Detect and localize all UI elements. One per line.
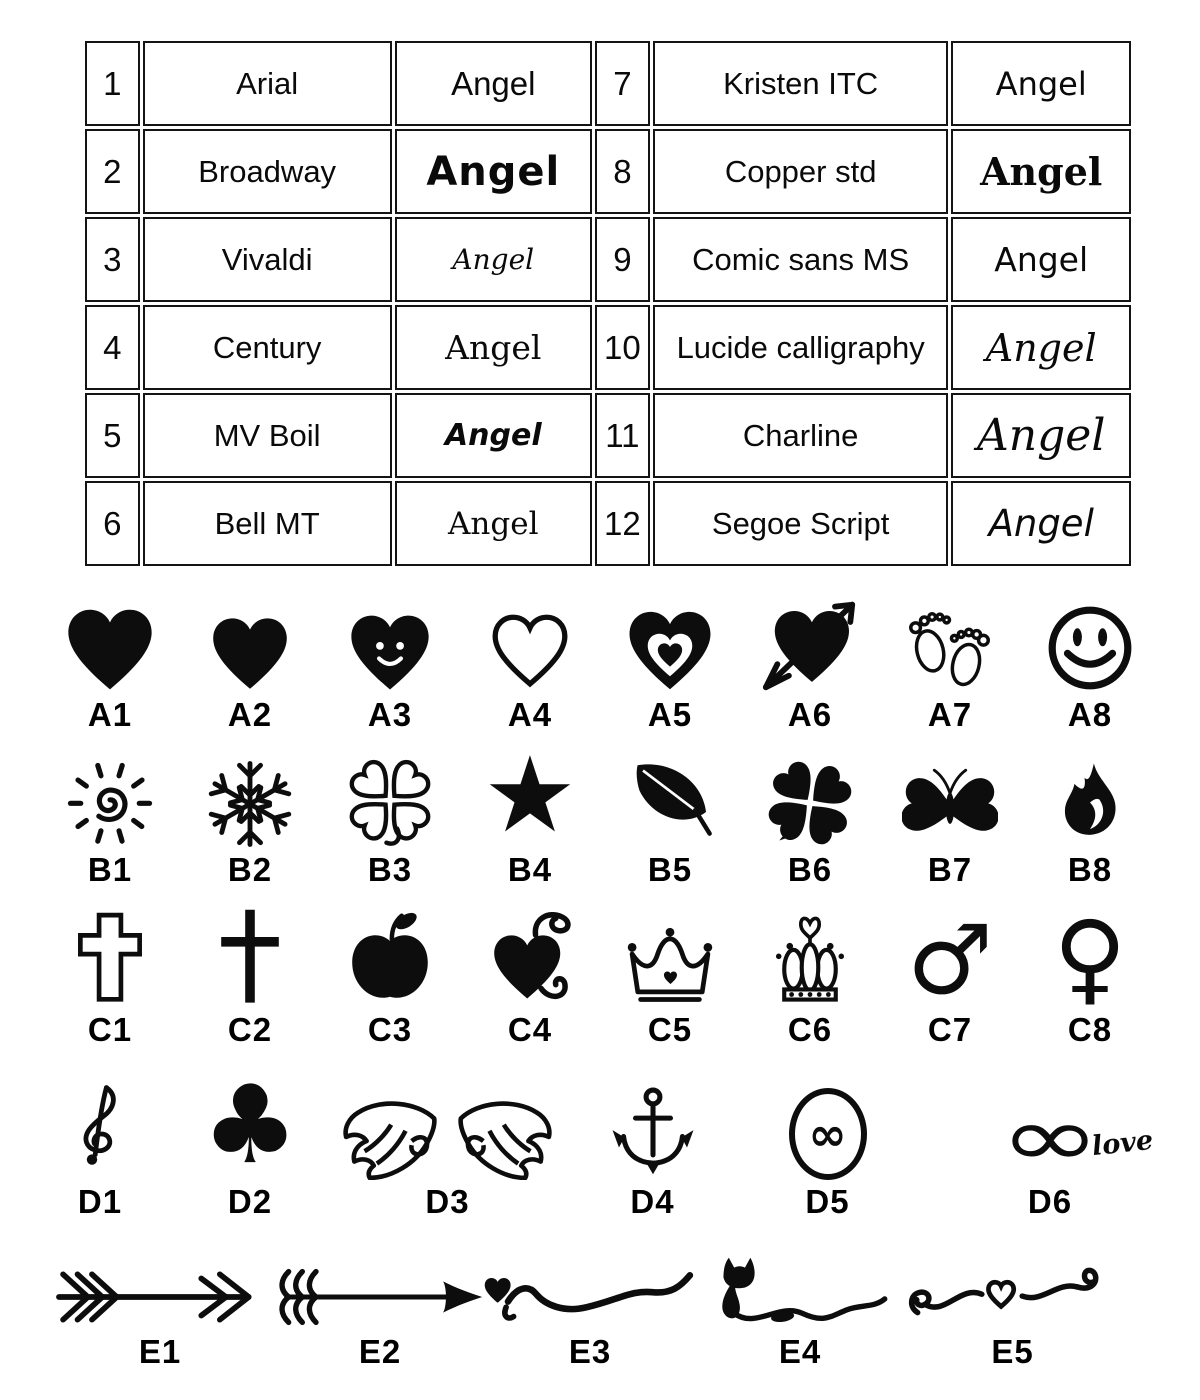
- swirl-heart-flourish-icon: [903, 1264, 1123, 1330]
- symbol-code: A6: [787, 696, 833, 733]
- symbol-option: [1020, 754, 1160, 889]
- font-sample: Angel: [395, 393, 592, 478]
- snowflake-icon: [206, 760, 294, 848]
- infinity-love-icon: ∞ love: [999, 1088, 1155, 1186]
- font-row-2-8: [85, 129, 1131, 214]
- symbol-code: E4: [778, 1333, 822, 1370]
- smiley-face-icon: [1045, 603, 1135, 693]
- font-row-5-11: [85, 393, 1131, 478]
- symbol-code: D2: [227, 1183, 273, 1220]
- font-sample-table: [82, 38, 1134, 569]
- font-row-3-9: [85, 217, 1131, 302]
- symbol-option: [740, 597, 880, 734]
- symbol-option: [915, 1088, 1185, 1221]
- symbol-row-a: [0, 582, 1200, 734]
- font-number: 12: [595, 481, 650, 566]
- symbol-option: [40, 908, 180, 1049]
- infinity-oval-icon: ∞: [789, 1088, 867, 1180]
- cat-flourish-icon: [693, 1250, 908, 1330]
- font-number: 11: [595, 393, 650, 478]
- symbol-code: B7: [927, 851, 973, 888]
- symbol-option: [40, 762, 180, 889]
- symbol-code: A4: [507, 696, 553, 733]
- font-name: Arial: [143, 41, 392, 126]
- symbol-code: A1: [87, 696, 133, 733]
- font-name: Charline: [653, 393, 949, 478]
- heart-solid-icon: [64, 607, 156, 693]
- symbol-option: [740, 1088, 915, 1221]
- font-name: Comic sans MS: [653, 217, 949, 302]
- font-row-1-7: [85, 41, 1131, 126]
- symbol-row-e: [0, 1221, 1200, 1371]
- apple-heart-swirl-icon: [484, 908, 576, 1008]
- star-solid-icon: ★: [482, 734, 578, 856]
- heart-outline-icon: [487, 609, 573, 693]
- male-sign-icon: ♂: [906, 904, 994, 1016]
- symbol-code: C1: [87, 1011, 133, 1048]
- font-sample: Angel: [395, 481, 592, 566]
- font-row-4-10: [85, 305, 1131, 390]
- symbol-code: E2: [358, 1333, 402, 1370]
- anchor-icon: [607, 1082, 699, 1180]
- symbol-option: [880, 904, 1020, 1049]
- symbol-code: C6: [787, 1011, 833, 1048]
- symbol-row-d: [0, 1049, 1200, 1221]
- arrow-chevron-icon: [45, 1264, 275, 1330]
- symbol-grid: [0, 582, 1200, 1371]
- symbol-code: B2: [227, 851, 273, 888]
- female-sign-icon: ♀: [1053, 899, 1127, 1016]
- crown-royal-icon: [764, 912, 856, 1008]
- font-name: Lucide calligraphy: [653, 305, 949, 390]
- heart-smiley-icon: [348, 613, 432, 693]
- font-name: Kristen ITC: [653, 41, 949, 126]
- symbol-code: C8: [1067, 1011, 1113, 1048]
- heart-flourish-icon: [478, 1260, 703, 1330]
- font-number: 6: [85, 481, 140, 566]
- symbol-code: B5: [647, 851, 693, 888]
- clover-solid-icon: [765, 758, 855, 848]
- symbol-code: C4: [507, 1011, 553, 1048]
- club-icon: ♣: [201, 1063, 299, 1188]
- leaf-icon: [623, 758, 717, 848]
- symbol-option: [30, 1072, 170, 1221]
- symbol-code: E5: [991, 1333, 1034, 1370]
- symbol-option: [180, 615, 320, 734]
- symbol-option: [320, 756, 460, 889]
- symbol-code: D3: [425, 1183, 470, 1220]
- symbol-option: [180, 906, 320, 1049]
- love-script-text: love: [1090, 1124, 1155, 1163]
- symbol-option: [880, 760, 1020, 889]
- symbol-code: D6: [1027, 1183, 1073, 1220]
- symbol-option: [40, 607, 180, 734]
- symbol-option: [600, 758, 740, 889]
- treble-clef-icon: [60, 1072, 140, 1180]
- font-sample: Angel: [951, 41, 1131, 126]
- font-name: Segoe Script: [653, 481, 949, 566]
- font-number: 5: [85, 393, 140, 478]
- font-number: 3: [85, 217, 140, 302]
- symbol-option: [320, 613, 460, 734]
- symbol-code: C5: [647, 1011, 693, 1048]
- heart-solid-small-icon: [210, 615, 290, 693]
- font-number: 1: [85, 41, 140, 126]
- symbol-row-c: [0, 889, 1200, 1049]
- symbol-code: A7: [927, 696, 973, 733]
- symbol-code: A5: [647, 696, 693, 733]
- symbol-row-b: [0, 734, 1200, 889]
- symbol-option: [600, 918, 740, 1049]
- apple-icon: [345, 908, 435, 1008]
- symbol-option: [40, 1264, 280, 1371]
- symbol-option: [460, 734, 600, 889]
- symbol-option: [900, 1264, 1125, 1371]
- symbol-option: [1020, 603, 1160, 734]
- font-number: 2: [85, 129, 140, 214]
- font-name: MV Boil: [143, 393, 392, 478]
- symbol-option: [330, 1098, 565, 1221]
- font-number: 8: [595, 129, 650, 214]
- symbol-code: D5: [805, 1183, 850, 1220]
- butterfly-icon: [902, 760, 998, 848]
- heart-arrow-icon: [760, 597, 860, 693]
- heart-double-icon: [626, 609, 714, 693]
- doodle-sun-icon: [67, 762, 153, 848]
- symbol-code: B1: [87, 851, 133, 888]
- crown-doodle-icon: [620, 918, 720, 1008]
- symbol-code: A3: [367, 696, 413, 733]
- font-sample: Angel: [951, 393, 1131, 478]
- clover-outline-icon: [345, 756, 435, 848]
- symbol-option: [740, 758, 880, 889]
- symbol-code: C2: [227, 1011, 273, 1048]
- symbol-option: [320, 908, 460, 1049]
- symbol-option: [180, 760, 320, 889]
- font-name: Bell MT: [143, 481, 392, 566]
- font-sample: Angel: [395, 305, 592, 390]
- symbol-option: [460, 609, 600, 734]
- font-name: Century: [143, 305, 392, 390]
- baby-feet-icon: [904, 603, 996, 693]
- symbol-option: [700, 1250, 900, 1371]
- symbol-code: B6: [787, 851, 833, 888]
- symbol-code: B3: [367, 851, 413, 888]
- symbol-code: E3: [568, 1333, 612, 1370]
- symbol-code: B8: [1067, 851, 1113, 888]
- font-sample: Angel: [395, 41, 592, 126]
- flame-icon: [1051, 754, 1129, 848]
- font-sample: Angel: [951, 129, 1131, 214]
- symbol-code: C7: [927, 1011, 973, 1048]
- symbol-option: [740, 912, 880, 1049]
- font-sample: Angel: [395, 217, 592, 302]
- angel-wings-icon: [340, 1098, 555, 1180]
- font-sample: Angel: [395, 129, 592, 214]
- font-name: Broadway: [143, 129, 392, 214]
- font-number: 4: [85, 305, 140, 390]
- symbol-code: B4: [507, 851, 553, 888]
- symbol-code: A8: [1067, 696, 1113, 733]
- font-sample: Angel: [951, 481, 1131, 566]
- font-name: Copper std: [653, 129, 949, 214]
- symbol-code: C3: [367, 1011, 413, 1048]
- font-number: 10: [595, 305, 650, 390]
- symbol-option: [1020, 899, 1160, 1049]
- symbol-option: [600, 609, 740, 734]
- cross-solid-icon: [210, 906, 290, 1008]
- arrow-feather-icon: [273, 1264, 488, 1330]
- symbol-option: [460, 908, 600, 1049]
- font-number: 7: [595, 41, 650, 126]
- symbol-code: A2: [227, 696, 273, 733]
- font-name: Vivaldi: [143, 217, 392, 302]
- symbol-code: D4: [630, 1183, 675, 1220]
- font-number: 9: [595, 217, 650, 302]
- symbol-option: [280, 1264, 480, 1371]
- symbol-code: E1: [138, 1333, 182, 1370]
- symbol-option: [170, 1063, 330, 1221]
- font-sample: Angel: [951, 217, 1131, 302]
- font-sample: Angel: [951, 305, 1131, 390]
- symbol-code: D1: [77, 1183, 123, 1220]
- symbol-option: [565, 1082, 740, 1221]
- symbol-option: [480, 1260, 700, 1371]
- symbol-option: [880, 603, 1020, 734]
- cross-outline-icon: [71, 908, 149, 1008]
- font-row-6-12: [85, 481, 1131, 566]
